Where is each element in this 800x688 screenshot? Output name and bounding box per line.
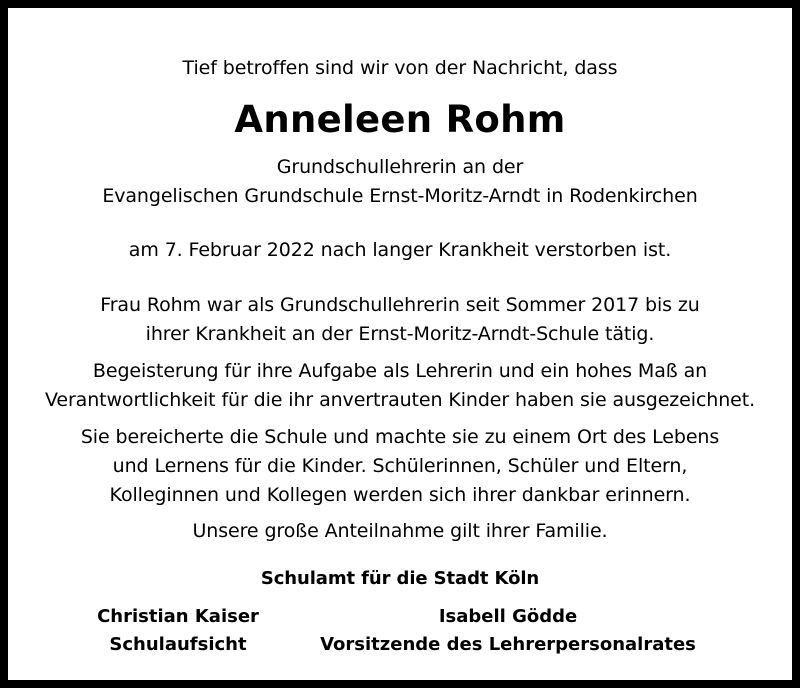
paragraph-1-line-1: Frau Rohm war als Grundschullehrerin seit Sommer 2017 bis zu xyxy=(100,294,700,316)
paragraph-2-line-1: Begeisterung für ihre Aufgabe als Lehrerin und ein hohes Maß an xyxy=(92,360,708,382)
deceased-name: Anneleen Rohm xyxy=(234,98,566,141)
paragraph-3-line-3: Kolleginnen und Kollegen werden sich ihrer dankbar erinnern. xyxy=(109,484,691,506)
paragraph-3-line-2: und Lernens für die Kinder. Schülerinnen, Schüler und Eltern, xyxy=(112,455,688,477)
signatory-2-title: Vorsitzende des Lehrerpersonalrates xyxy=(320,634,696,655)
paragraph-3-line-1: Sie bereicherte die Schule und machte sie zu einem Ort des Lebens xyxy=(80,426,720,448)
signatory-1-title: Schulaufsicht xyxy=(109,634,247,655)
paragraph-1-line-2: ihrer Krankheit an der Ernst-Moritz-Arndt-Schule tätig. xyxy=(145,323,655,345)
paragraph-2-line-2: Verantwortlichkeit für die ihr anvertrauten Kinder haben sie ausgezeichnet. xyxy=(44,389,756,411)
condolence-line: Unsere große Anteilnahme gilt ihrer Familie. xyxy=(192,520,608,542)
organization-name: Schulamt für die Stadt Köln xyxy=(260,568,540,589)
signatory-1-name: Christian Kaiser xyxy=(97,606,259,627)
role-line-1: Grundschullehrerin an der xyxy=(276,156,524,178)
role-line-2: Evangelischen Grundschule Ernst-Moritz-Arndt in Rodenkirchen xyxy=(102,185,698,207)
death-notice-line: am 7. Februar 2022 nach langer Krankheit verstorben ist. xyxy=(128,239,672,261)
intro-text: Tief betroffen sind wir von der Nachricht, dass xyxy=(182,57,618,79)
signatory-2-name: Isabell Gödde xyxy=(438,606,578,627)
